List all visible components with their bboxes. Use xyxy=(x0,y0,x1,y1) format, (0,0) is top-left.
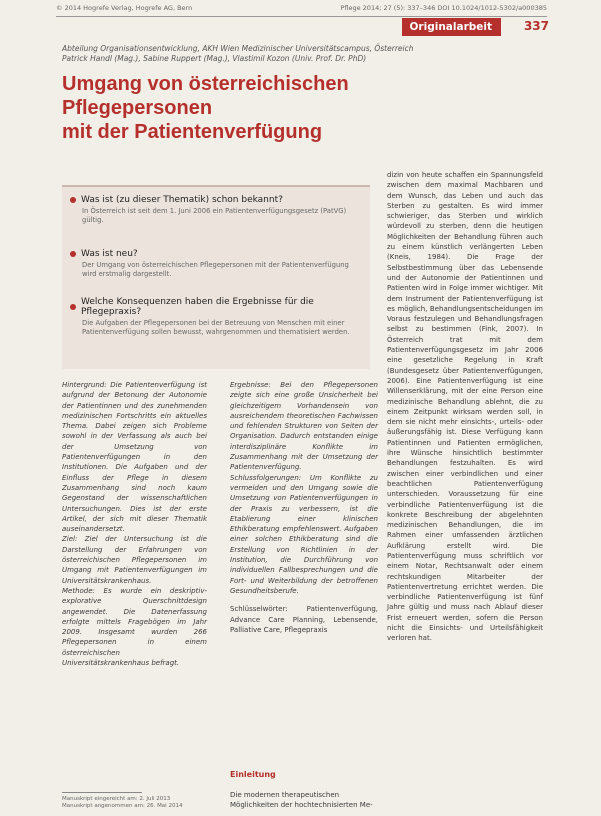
header-rule xyxy=(56,16,547,17)
key-point-consequences xyxy=(70,297,360,337)
footnote xyxy=(62,796,182,810)
body-column-3 xyxy=(387,170,543,644)
affiliation-institution: Abteilung Organisationsentwicklung, AKH Wien Medizinischer Universitätscampus, Österreich xyxy=(62,44,414,53)
bullet-icon xyxy=(70,304,76,310)
key-point-text: Die Aufgaben der Pflegepersonen bei der Betreuung von Menschen mit einer Patientenverfügung sollen bewusst, wahrgenommen und thematisiert werden. xyxy=(82,319,350,336)
body-text: dizin von heute schaffen ein Spannungsfeld zwischen dem maximal Machbaren und dem Wunsch, das Leben und auch das Sterben zu gestalten. Es wird immer schwieriger, das Sterben und wirklich würdevoll zu sterben, denn die heutigen Möglichkeiten der Behandlung führen auch zu einem künstlich verlängerten Leben (Kneis, 1984). Die Frage der Selbstbestimmung über das Lebensende und der Autonomie der Patientinnen und Patienten wird in Folge immer wichtiger. Mit dem Instrument der Patientenverfügung ist es möglich, Behandlungsentscheidungen im Voraus festzulegen und Behandlungsfragen selbst zu bestimmen (Fink, 2007). In Österreich trat mit dem Patientenverfügungsgesetz im Jahr 2006 eine gesetzliche Regelung in Kraft (Bundesgesetz über Patientenverfügungen, 2006). Eine Patientenverfügung ist eine Willenserklärung, mit der eine Person eine medizinische Behandlung ablehnt, die zu einem Zeitpunkt wirksam werden soll, in dem sie nicht mehr einsichts-, urteils- oder äußerungsfähig ist. Diese Verfügung kann Patientinnen und Patienten ermöglichen, ihre Wünsche hinsichtlich bestimmter Behandlungen festzuhalten. Es wird zwischen einer verbindlichen und einer beachtlichen Patientenverfügung unterschieden. Voraussetzung für eine verbindliche Patientenverfügung ist die konkrete Beschreibung der abgelehnten medizinischen Behandlungen, die im Rahmen einer umfassenden ärztlichen Aufklärung erstellt wird. Die Patientenverfügung muss schriftlich vor einem Notar, Rechtsanwalt oder einem rechtskundigen Mitarbeiter der Patientenvertretung errichtet werden. Die verbindliche Patientenverfügung ist fünf Jahre gültig und muss nach Ablauf dieser Frist erneuert werden, sofern die Person nicht die Einsichts- und Urteilsfähigkeit verloren hat. xyxy=(387,171,543,643)
key-point-heading: Welche Konsequenzen haben die Ergebnisse für die Pflegepraxis? xyxy=(81,297,314,317)
publisher-line: © 2014 Hogrefe Verlag, Hogrefe AG, Bern xyxy=(56,4,193,12)
abstract-conclusions: Schlussfolgerungen: Um Konflikte zu vermeiden und den Umgang sowie die Umsetzung von Patientenverfügungen in der Praxis zu verbessern, ist die Etablierung einer klinischen Ethikberatung empfehlenswert. Aufgaben einer solchen Ethikberatung sind die Erstellung von Richtlinien in der Institution, die Durchführung von individuellen Fallbesprechungen und die Fort- und Weiterbildung der betroffenen Gesundheitsberufe. xyxy=(230,473,378,595)
bullet-icon xyxy=(70,251,76,257)
footnote-accepted: Manuskript angenommen am: 26. Mai 2014 xyxy=(62,803,183,809)
title-line-1: Umgang von österreichischen Pflegepersonen xyxy=(62,73,349,119)
section-badge: Originalarbeit xyxy=(402,18,502,36)
key-point-text: In Österreich ist seit dem 1. Juni 2006 ein Patientenverfügungsgesetz (PatVG) gültig. xyxy=(82,207,347,224)
key-point-heading: Was ist (zu dieser Thematik) schon bekannt? xyxy=(81,195,283,205)
affiliation-block xyxy=(62,44,413,64)
key-point-text: Der Umgang von österreichischen Pflegepersonen mit der Patientenverfügung wird erstmalig dargestellt. xyxy=(82,261,349,278)
title-line-2: mit der Patientenverfügung xyxy=(62,121,323,143)
introduction-text: Die modernen therapeutischen Möglichkeiten der hochtechnisierten Me- xyxy=(230,791,373,809)
key-points-box xyxy=(62,185,370,369)
key-point-new xyxy=(70,249,360,279)
abstract-aim: Ziel: Ziel der Untersuchung ist die Darstellung der Erfahrungen von österreichischen Pflegepersonen im Umgang mit Patientenverfügungen im Universitätskrankenhaus. xyxy=(62,535,207,585)
section-heading-introduction: Einleitung xyxy=(230,770,276,779)
running-header xyxy=(56,4,547,16)
key-point-known xyxy=(70,195,360,225)
abstract-column-2 xyxy=(230,380,378,635)
keywords: Schlüsselwörter: Patientenverfügung, Advance Care Planning, Lebensende, Palliative Care, Pflegepraxis xyxy=(230,605,378,634)
abstract-background: Hintergrund: Die Patientenverfügung ist aufgrund der Betonung der Autonomie der Patientinnen und des zunehmenden medizinischen Fortschritts ein aktuelles Thema. Dabei zeigen sich Probleme sowohl in der Verfassung als auch bei der Umsetzung von Patientenverfügungen in den Institutionen. Die Aufgaben und der Einfluss der Pflege in diesem Zusammenhang sind noch kaum Gegenstand der wissenschaftlichen Untersuchungen. Dies ist der erste Artikel, der sich mit dieser Thematik auseinandersetzt. xyxy=(62,381,207,534)
bullet-icon xyxy=(70,197,76,203)
abstract-column-1 xyxy=(62,380,207,668)
footnote-submitted: Manuskript eingereicht am: 2. Juli 2013 xyxy=(62,796,171,802)
abstract-method: Methode: Es wurde ein deskriptiv-explorative Querschnittdesign angewendet. Die Datenerfassung erfolgte mittels Fragebögen im Jahr 2009. Insgesamt wurden 266 Pflegepersonen in einem österreichischen Universitätskrankenhaus befragt. xyxy=(62,586,207,668)
article-title xyxy=(62,72,482,144)
page-number: 337 xyxy=(523,19,549,33)
author-line: Patrick Handl (Mag.), Sabine Ruppert (Mag.), Vlastimil Kozon (Univ. Prof. Dr. PhD) xyxy=(62,54,367,63)
key-point-heading: Was ist neu? xyxy=(81,249,138,259)
journal-citation: Pflege 2014; 27 (5): 337–346 DOI 10.1024/1012-5302/a000385 xyxy=(340,4,547,12)
footnote-rule xyxy=(62,792,142,793)
abstract-results: Ergebnisse: Bei den Pflegepersonen zeigte sich eine große Unsicherheit bei gleichzeitigem Vorhandensein von ausreichendem theoretischen Fachwissen und fehlenden Strukturen von Seiten der Organisation. Dadurch entstanden einige interdisziplinäre Konflikte im Zusammenhang mit der Umsetzung der Patientenverfügung. xyxy=(230,381,378,472)
